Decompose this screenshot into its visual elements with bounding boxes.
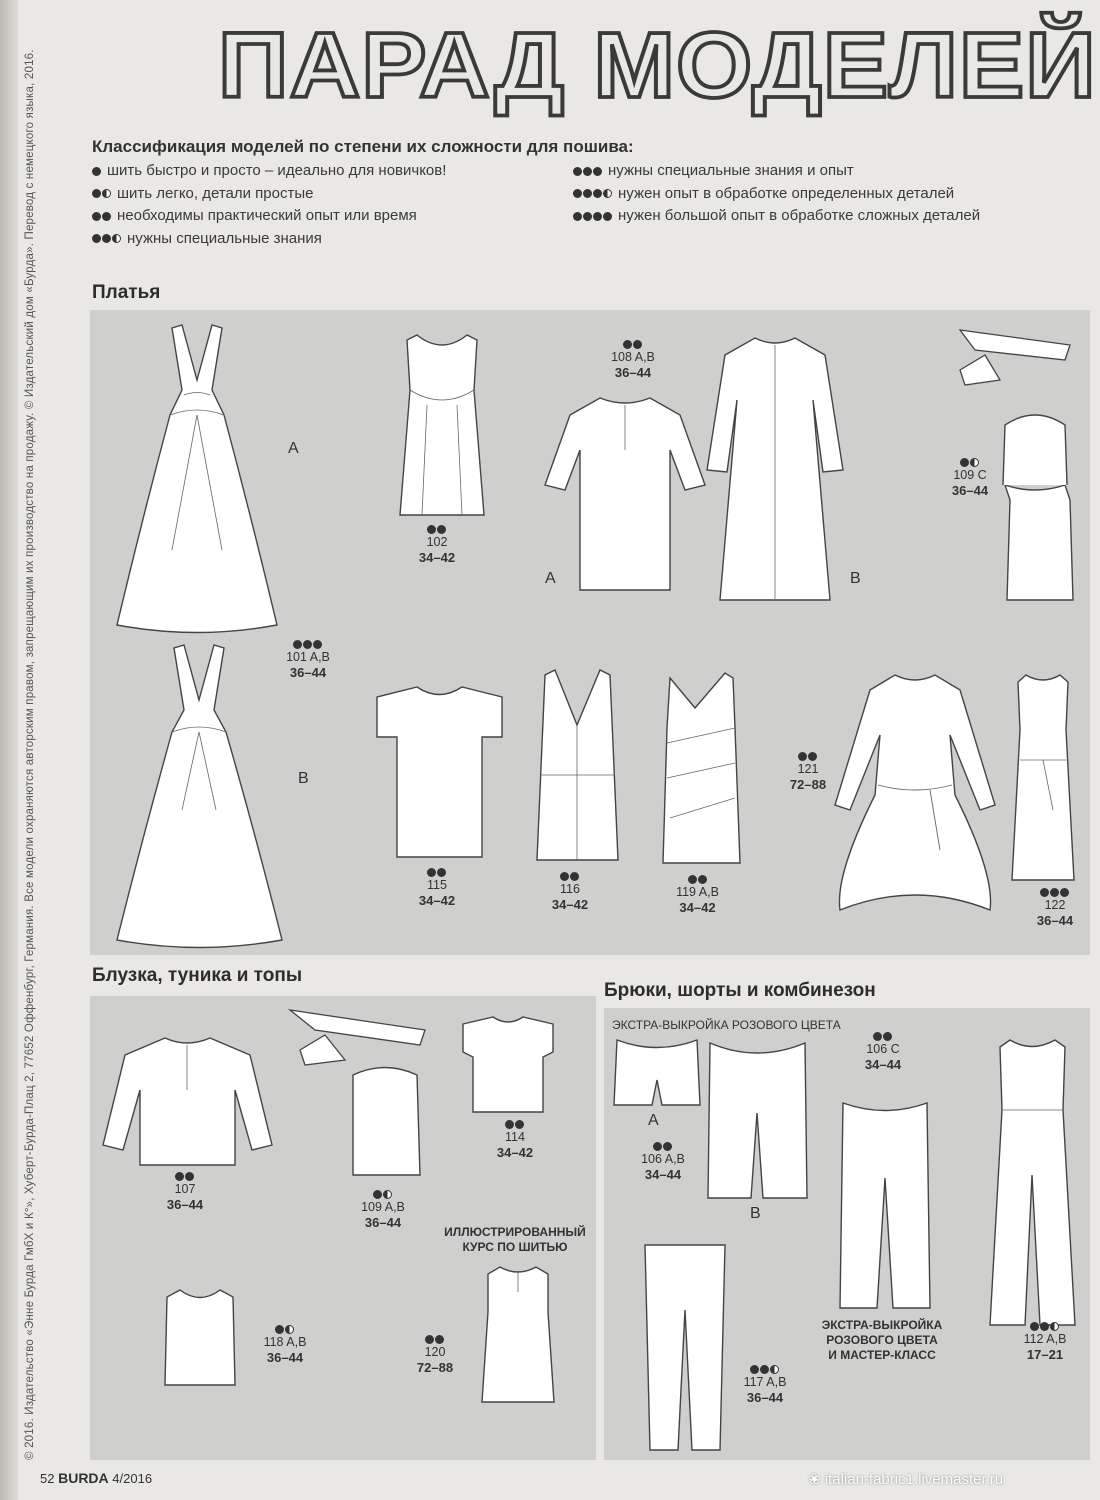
difficulty-dot bbox=[960, 458, 969, 467]
difficulty-dot bbox=[175, 1172, 184, 1181]
difficulty-dot bbox=[573, 212, 582, 221]
difficulty-dots bbox=[573, 167, 603, 176]
section-title-dresses: Платья bbox=[92, 282, 161, 303]
extra-pattern-note-bottom: ЭКСТРА-ВЫКРОЙКА РОЗОВОГО ЦВЕТА И МАСТЕР-КЛАСС bbox=[821, 1318, 943, 1362]
model-number: 106 A,B bbox=[641, 1152, 685, 1166]
difficulty-half-dot bbox=[770, 1365, 779, 1374]
difficulty-dot bbox=[1050, 888, 1059, 897]
difficulty-dot bbox=[425, 1335, 434, 1344]
legend-row bbox=[92, 183, 446, 206]
model-number: 108 A,B bbox=[611, 350, 655, 364]
model-size: 36–44 bbox=[614, 365, 652, 380]
model-size: 36–44 bbox=[166, 1197, 204, 1212]
model-size: 36–44 bbox=[289, 665, 327, 680]
difficulty-dots bbox=[278, 640, 338, 649]
difficulty-dots bbox=[848, 1032, 918, 1041]
model-size: 36–44 bbox=[746, 1390, 784, 1405]
difficulty-dot bbox=[593, 167, 602, 176]
legend-text: шить легко, детали простые bbox=[117, 184, 314, 202]
model-number: 109 A,B bbox=[361, 1200, 405, 1214]
model-size: 36–44 bbox=[266, 1350, 304, 1365]
model-number: 118 A,B bbox=[263, 1335, 307, 1349]
difficulty-dots bbox=[485, 1120, 545, 1129]
jumpsuit-112-drawing bbox=[985, 1035, 1080, 1330]
dress-122-drawing bbox=[1008, 670, 1078, 885]
model-label bbox=[407, 525, 467, 565]
difficulty-dot bbox=[275, 1325, 284, 1334]
model-size: 36–44 bbox=[951, 483, 989, 498]
tunic-108a-drawing bbox=[540, 390, 710, 600]
blouse-107-drawing bbox=[100, 1030, 275, 1170]
legend-row bbox=[92, 205, 446, 228]
difficulty-dot bbox=[102, 212, 111, 221]
difficulty-dots bbox=[778, 752, 838, 761]
model-size: 34–44 bbox=[864, 1057, 902, 1072]
difficulty-dot bbox=[573, 189, 582, 198]
difficulty-dot bbox=[583, 167, 592, 176]
model-label bbox=[628, 1142, 698, 1182]
dress-119-drawing bbox=[655, 668, 745, 868]
difficulty-half-dot bbox=[1050, 1322, 1059, 1331]
difficulty-dot bbox=[573, 167, 582, 176]
page-title: ПАРАД МОДЕЛЕЙ bbox=[218, 12, 1097, 117]
difficulty-half-dot bbox=[383, 1190, 392, 1199]
dress-101b-drawing bbox=[112, 640, 287, 950]
difficulty-dots bbox=[92, 167, 102, 176]
difficulty-dot bbox=[185, 1172, 194, 1181]
model-label bbox=[598, 340, 668, 380]
difficulty-dot bbox=[92, 167, 101, 176]
legend-text: нужен опыт в обработке определенных деталей bbox=[618, 184, 955, 202]
model-label bbox=[405, 1335, 465, 1375]
model-number: 120 bbox=[424, 1345, 446, 1359]
difficulty-dots bbox=[92, 234, 122, 243]
copyright-text: © 2016. Издательство «Энне Бурда ГмбХ и К°», Хуберт-Бурда-Плац 2, 77652 Оффенбург, Германия. Все модели охраняются авторским правом, запрещающим их производство на продажу. © Издательский дом «Бурда». Перевод с немецкого языка, 2016. bbox=[24, 49, 36, 1460]
top-120-drawing bbox=[478, 1262, 558, 1407]
difficulty-dot bbox=[373, 1190, 382, 1199]
difficulty-dot bbox=[1030, 1322, 1039, 1331]
model-size: 36–44 bbox=[1036, 913, 1074, 928]
legend-right bbox=[573, 160, 980, 228]
model-number: 117 A,B bbox=[743, 1375, 787, 1389]
difficulty-dot bbox=[560, 872, 569, 881]
difficulty-dot bbox=[698, 875, 707, 884]
dress-108b-drawing bbox=[705, 330, 845, 605]
difficulty-dot bbox=[92, 212, 101, 221]
legend-row bbox=[573, 205, 980, 228]
model-label bbox=[778, 752, 838, 792]
model-label bbox=[407, 868, 467, 908]
difficulty-dot bbox=[437, 868, 446, 877]
difficulty-dots bbox=[730, 1365, 800, 1374]
difficulty-dot bbox=[653, 1142, 662, 1151]
difficulty-half-dot bbox=[603, 189, 612, 198]
model-number: 107 bbox=[174, 1182, 196, 1196]
extra-pattern-note-top: ЭКСТРА-ВЫКРОЙКА РОЗОВОГО ЦВЕТА bbox=[612, 1018, 841, 1032]
watermark: ❀ italian-fabric1.livemaster.ru bbox=[808, 1471, 1004, 1488]
difficulty-dots bbox=[348, 1190, 418, 1199]
difficulty-dots bbox=[598, 340, 668, 349]
difficulty-dot bbox=[688, 875, 697, 884]
model-size: 72–88 bbox=[789, 777, 827, 792]
difficulty-dot bbox=[515, 1120, 524, 1129]
model-number: 122 bbox=[1044, 898, 1066, 912]
difficulty-dot bbox=[873, 1032, 882, 1041]
difficulty-dot bbox=[583, 189, 592, 198]
model-size: 72–88 bbox=[416, 1360, 454, 1375]
model-size: 36–44 bbox=[364, 1215, 402, 1230]
difficulty-dot bbox=[633, 340, 642, 349]
difficulty-dot bbox=[663, 1142, 672, 1151]
difficulty-dot bbox=[593, 189, 602, 198]
model-size: 34–42 bbox=[418, 893, 456, 908]
legend-text: нужны специальные знания и опыт bbox=[608, 162, 854, 179]
difficulty-dot bbox=[583, 212, 592, 221]
difficulty-dot bbox=[313, 640, 322, 649]
top-114-drawing bbox=[458, 1012, 558, 1117]
variant-letter-106b: B bbox=[750, 1205, 761, 1222]
classification-heading: Классификация моделей по степени их сложности для пошива: bbox=[92, 137, 634, 156]
difficulty-dot bbox=[102, 234, 111, 243]
culottes-106b-drawing bbox=[705, 1038, 810, 1203]
model-number: 106 C bbox=[866, 1042, 900, 1056]
difficulty-dot bbox=[435, 1335, 444, 1344]
model-label bbox=[250, 1325, 320, 1365]
model-number: 121 bbox=[797, 762, 819, 776]
difficulty-dot bbox=[293, 640, 302, 649]
difficulty-dots bbox=[92, 212, 112, 221]
legend-row bbox=[573, 160, 980, 183]
model-label bbox=[940, 458, 1000, 498]
difficulty-dot bbox=[427, 868, 436, 877]
model-label bbox=[278, 640, 338, 680]
legend-text: нужен большой опыт в обработке сложных деталей bbox=[618, 207, 981, 224]
variant-letter-108a: A bbox=[545, 570, 556, 587]
model-number: 115 bbox=[427, 878, 447, 892]
difficulty-dot bbox=[437, 525, 446, 534]
model-number: 102 bbox=[426, 535, 448, 549]
difficulty-dots bbox=[407, 868, 467, 877]
difficulty-dot bbox=[1040, 888, 1049, 897]
page-edge bbox=[0, 0, 18, 1500]
legend-text: шить быстро и просто – идеально для новичков! bbox=[107, 162, 447, 179]
difficulty-dots bbox=[940, 458, 1000, 467]
dress-116-drawing bbox=[530, 665, 625, 865]
model-size: 34–44 bbox=[644, 1167, 682, 1182]
difficulty-dots bbox=[405, 1335, 465, 1344]
legend-row bbox=[92, 228, 446, 251]
difficulty-dot bbox=[623, 340, 632, 349]
model-size: 34–42 bbox=[551, 897, 589, 912]
model-number: 116 bbox=[560, 882, 580, 896]
shorts-106a-drawing bbox=[612, 1035, 702, 1110]
page-number: 52 bbox=[40, 1471, 55, 1486]
difficulty-dot bbox=[883, 1032, 892, 1041]
difficulty-half-dot bbox=[112, 234, 121, 243]
difficulty-dot bbox=[808, 752, 817, 761]
difficulty-dot bbox=[427, 525, 436, 534]
model-size: 34–42 bbox=[418, 550, 456, 565]
model-label bbox=[665, 875, 730, 915]
legend-row bbox=[573, 183, 980, 206]
variant-letter-101b: B bbox=[298, 770, 309, 787]
difficulty-dot bbox=[303, 640, 312, 649]
legend-text: нужны специальные знания bbox=[127, 229, 322, 247]
model-size: 34–42 bbox=[496, 1145, 534, 1160]
difficulty-dots bbox=[540, 872, 600, 881]
top-118-drawing bbox=[155, 1285, 245, 1390]
difficulty-dot bbox=[92, 234, 101, 243]
variant-letter-106a: A bbox=[648, 1112, 659, 1129]
difficulty-dots bbox=[407, 525, 467, 534]
issue-number: 4/2016 bbox=[112, 1471, 153, 1486]
legend-left bbox=[92, 160, 446, 250]
difficulty-half-dot bbox=[102, 189, 111, 198]
model-size: 34–42 bbox=[679, 900, 716, 915]
page-footer bbox=[40, 1470, 152, 1486]
model-label bbox=[1025, 888, 1085, 928]
top-109ab-drawing bbox=[285, 1000, 435, 1180]
dress-121-drawing bbox=[830, 665, 1000, 920]
dress-102-drawing bbox=[392, 330, 492, 520]
difficulty-dots bbox=[573, 189, 613, 198]
model-label bbox=[348, 1190, 418, 1230]
model-label bbox=[155, 1172, 215, 1212]
variant-letter-108b: B bbox=[850, 570, 861, 587]
section-title-trousers: Брюки, шорты и комбинезон bbox=[604, 980, 876, 1001]
dress-101a-drawing bbox=[112, 320, 282, 635]
dress-115-drawing bbox=[372, 682, 507, 862]
difficulty-dot bbox=[92, 189, 101, 198]
trousers-106c-drawing bbox=[835, 1098, 935, 1313]
section-title-blouses: Блузка, туника и топы bbox=[92, 965, 303, 986]
difficulty-dot bbox=[505, 1120, 514, 1129]
model-label bbox=[485, 1120, 545, 1160]
model-number: 114 bbox=[505, 1130, 525, 1144]
model-label bbox=[1010, 1322, 1080, 1362]
difficulty-dots bbox=[250, 1325, 320, 1334]
difficulty-dots bbox=[1025, 888, 1085, 897]
model-label bbox=[730, 1365, 800, 1405]
difficulty-dots bbox=[665, 875, 730, 884]
difficulty-dot bbox=[570, 872, 579, 881]
difficulty-dot bbox=[593, 212, 602, 221]
variant-letter-101a: A bbox=[288, 440, 299, 457]
difficulty-dots bbox=[92, 189, 112, 198]
legend-text: необходимы практический опыт или время bbox=[117, 207, 417, 224]
difficulty-dot bbox=[1040, 1322, 1049, 1331]
model-number: 109 C bbox=[953, 468, 987, 482]
difficulty-dot bbox=[760, 1365, 769, 1374]
model-number: 112 A,B bbox=[1023, 1332, 1067, 1346]
difficulty-dots bbox=[573, 212, 613, 221]
course-note: ИЛЛЮСТРИРОВАННЫЙ КУРС ПО ШИТЬЮ bbox=[444, 1225, 586, 1254]
model-number: 101 A,B bbox=[286, 650, 330, 664]
model-size: 17–21 bbox=[1026, 1347, 1064, 1362]
legend-row bbox=[92, 160, 446, 183]
model-label bbox=[540, 872, 600, 912]
difficulty-dot bbox=[603, 212, 612, 221]
difficulty-dots bbox=[155, 1172, 215, 1181]
difficulty-half-dot bbox=[285, 1325, 294, 1334]
difficulty-dots bbox=[1010, 1322, 1080, 1331]
difficulty-dot bbox=[750, 1365, 759, 1374]
difficulty-dots bbox=[628, 1142, 698, 1151]
difficulty-dot bbox=[798, 752, 807, 761]
trousers-117-drawing bbox=[640, 1240, 730, 1455]
difficulty-half-dot bbox=[970, 458, 979, 467]
difficulty-dot bbox=[1060, 888, 1069, 897]
model-number: 119 A,B bbox=[676, 885, 719, 899]
brand-name: BURDA bbox=[58, 1470, 109, 1486]
model-label bbox=[848, 1032, 918, 1072]
